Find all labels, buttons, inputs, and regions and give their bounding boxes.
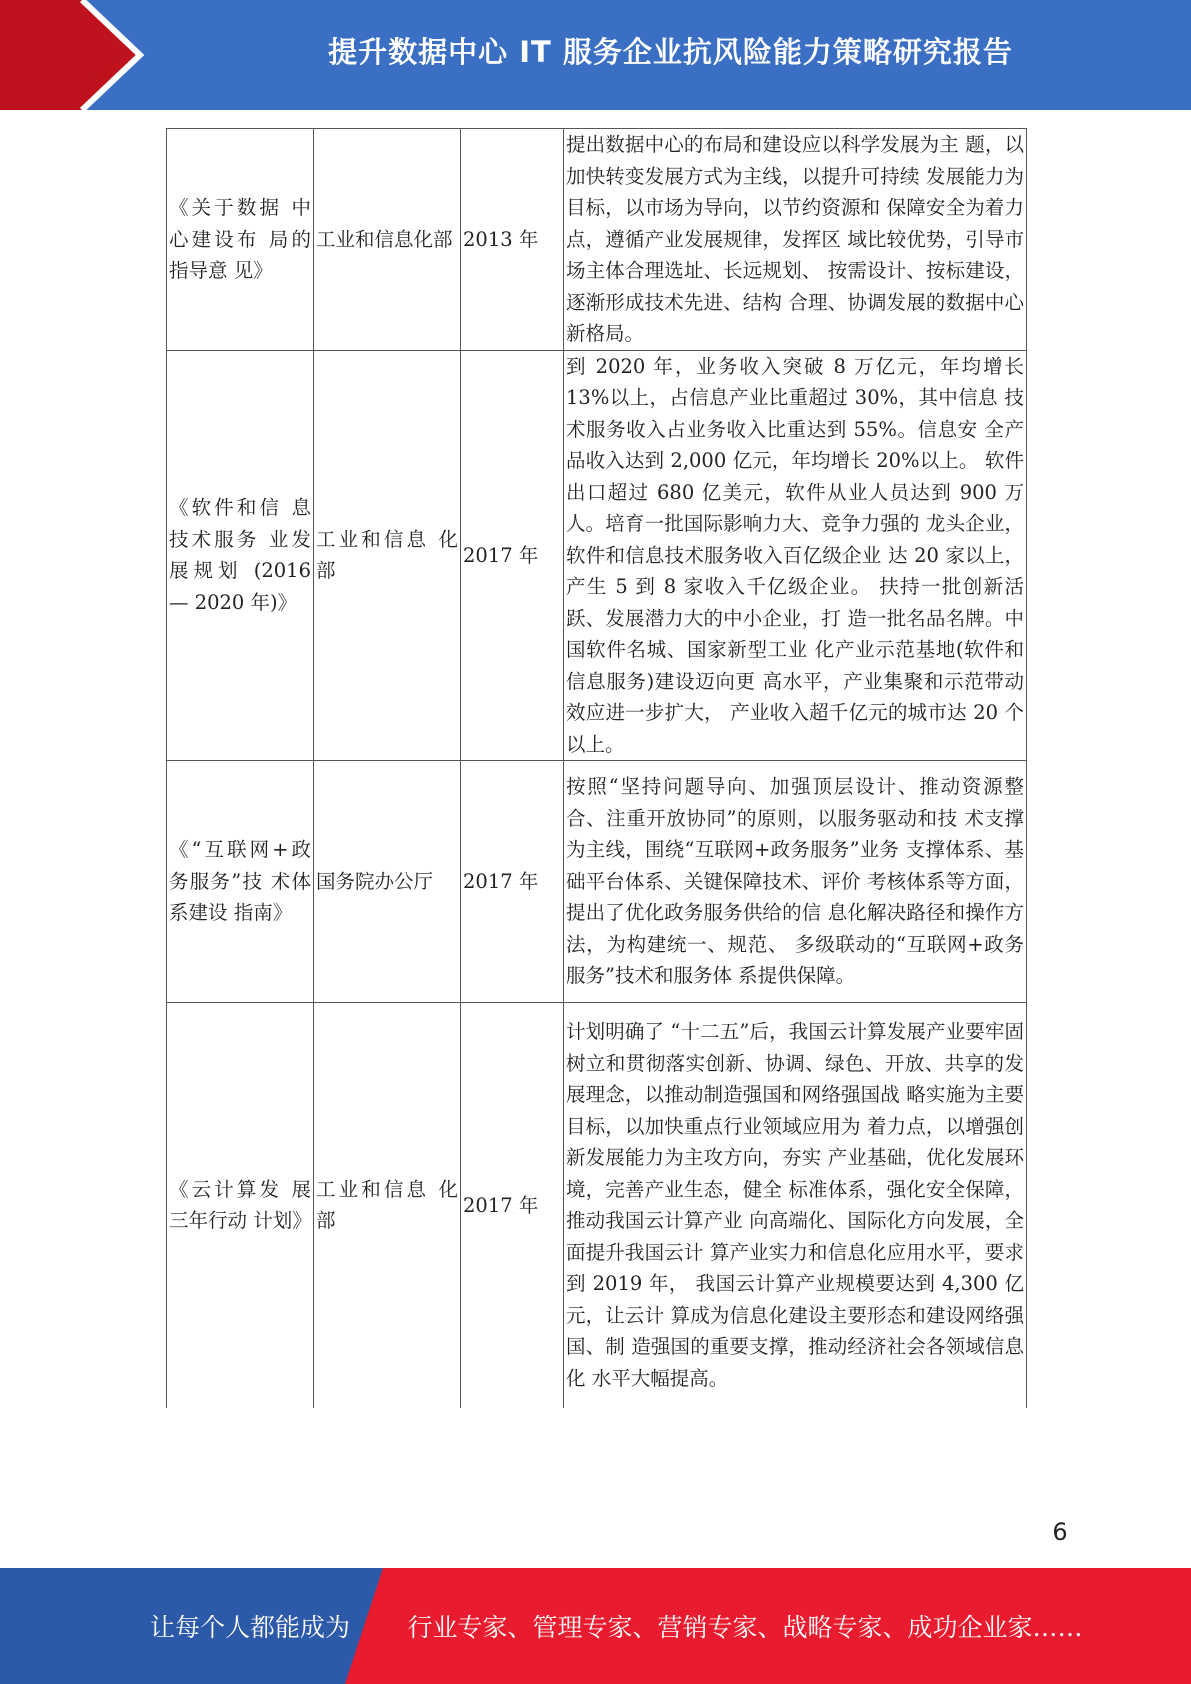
footer-slogan-right: 行业专家、管理专家、营销专家、战略专家、成功企业家……	[407, 1613, 1083, 1642]
table-row	[167, 129, 1027, 351]
issuing-department-cell: 国务院办公厅	[314, 761, 461, 1003]
policy-content-cell: 提出数据中心的布局和建设应以科学发展为主 题，以加快转变发展方式为主线，以提升可持续 发展能力为目标，以市场为导向，以节约资源和 保障安全为着力点，遵循产业发展规律，发挥区 域比较优势，引导市场主体合理选址、长远规划、 按需设计、按标建设，逐渐形成技术先进、结构 合理、协调发展的数据中心新格局。	[564, 129, 1027, 351]
policy-name-cell: 《“互联网+政务服务”技 术体系建设 指南》	[167, 761, 314, 1003]
policy-content-cell: 到 2020 年，业务收入突破 8 万亿元，年均增长 13%以上，占信息产业比重超过 30%，其中信息 技术服务收入占业务收入比重达到 55%。信息安 全产品收入达到 2,000 亿元，年均增长 20%以上。 软件出口超过 680 亿美元，软件从业人员达到 900 万人。培育一批国际影响力大、竞争力强的 龙头企业，软件和信息技术服务收入百亿级企业 达 20 家以上，产生 5 到 8 家收入千亿级企业。 扶持一批创新活跃、发展潜力大的中小企业，打 造一批名品名牌。中国软件名城、国家新型工业 化产业示范基地(软件和信息服务)建设迈向更 高水平，产业集聚和示范带动效应进一步扩大， 产业收入超千亿元的城市达 20 个以上。	[564, 350, 1027, 761]
policy-table	[166, 128, 1027, 1408]
page-number: 6	[1052, 1518, 1068, 1546]
year-cell: 2017 年	[461, 350, 564, 761]
year-cell: 2017 年	[461, 1003, 564, 1408]
page-header	[0, 0, 1191, 110]
issuing-department-cell: 工业和信息化部	[314, 129, 461, 351]
table-row	[167, 1003, 1027, 1408]
policy-content-cell: 按照“坚持问题导向、加强顶层设计、推动资源整合、注重开放协同”的原则，以服务驱动和技 术支撑为主线，围绕“互联网+政务服务”业务 支撑体系、基础平台体系、关键保障技术、评价 考核体系等方面，提出了优化政务服务供给的信 息化解决路径和操作方法，为构建统一、规范、 多级联动的“互联网+政务服务”技术和服务体 系提供保障。	[564, 761, 1027, 1003]
policy-name-cell: 《软件和信 息技术服务 业发展规划 (2016 — 2020 年)》	[167, 350, 314, 761]
issuing-department-cell: 工业和信息 化部	[314, 350, 461, 761]
table-row	[167, 761, 1027, 1003]
footer-slogan-left: 让每个人都能成为	[149, 1613, 350, 1642]
issuing-department-cell: 工业和信息 化部	[314, 1003, 461, 1408]
report-title: 提升数据中心 IT 服务企业抗风险能力策略研究报告	[328, 34, 1013, 69]
table-row	[167, 350, 1027, 761]
policy-content-cell: 计划明确了 “十二五”后，我国云计算发展产业要牢固树立和贯彻落实创新、协调、绿色、开放、共享的发展理念，以推动制造强国和网络强国战 略实施为主要目标，以加快重点行业领域应用为 着力点，以增强创新发展能力为主攻方向，夯实 产业基础，优化发展环境，完善产业生态，健全 标准体系，强化安全保障，推动我国云计算产业 向高端化、国际化方向发展，全面提升我国云计 算产业实力和信息化应用水平，要求到 2019 年， 我国云计算产业规模要达到 4,300 亿元，让云计 算成为信息化建设主要形态和建设网络强国、制 造强国的重要支撑，推动经济社会各领域信息化 水平大幅提高。	[564, 1003, 1027, 1408]
year-cell: 2017 年	[461, 761, 564, 1003]
header-arrow-decoration	[0, 0, 150, 110]
year-cell: 2013 年	[461, 129, 564, 351]
page-footer	[0, 1568, 1191, 1684]
policy-name-cell: 《云计算发 展三年行动 计划》	[167, 1003, 314, 1408]
policy-name-cell: 《关于数据 中心建设布 局的指导意 见》	[167, 129, 314, 351]
